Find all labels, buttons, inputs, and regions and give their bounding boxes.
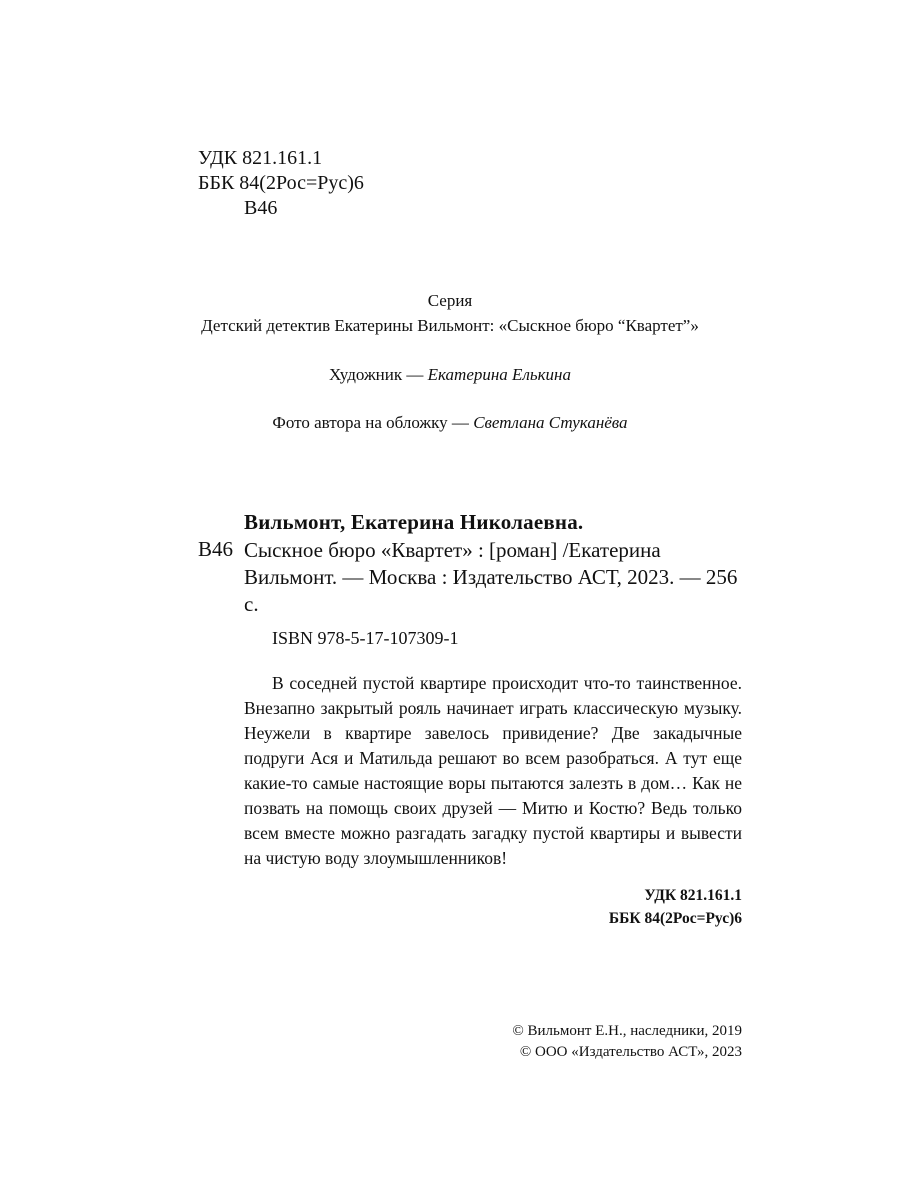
bibliographic-description: Сыскное бюро «Квартет» : [роман] /Екатерина Вильмонт. — Москва : Издательство АСТ, 2023. — 256 с.: [244, 538, 738, 616]
bottom-bbk-code: ББК 84(2Рос=Рус)6: [608, 910, 742, 927]
copyright-author: © Вильмонт Е.Н., наследники, 2019: [512, 1023, 742, 1039]
illustrator-role: Художник —: [329, 365, 428, 384]
illustrator-name: Екатерина Елькина: [427, 365, 571, 384]
top-bbk-code: ББК 84(2Рос=Рус)6: [198, 172, 364, 194]
bottom-udk-code: УДК 821.161.1: [644, 887, 742, 904]
series-title: Детский детектив Екатерины Вильмонт: «Сыскное бюро “Квартет”»: [201, 316, 699, 335]
top-classification-codes: [198, 146, 364, 221]
photo-credit: [0, 413, 900, 433]
top-author-mark: В46: [244, 197, 278, 219]
book-annotation: В соседней пустой квартире происходит что-то таинственное. Внезапно закрытый рояль начинает играть классическую музыку. Неужели в квартире завелось привидение? Две закадычные подруги Ася и Матильда решают во всем разобраться. А тут еще какие-то самые настоящие воры пытаются залезть в дом… Как не позвать на помощь своих друзей — Митю и Костю? Ведь только всем вместе можно разгадать загадку пустой квартиры и вывести на чистую воду злоумышленников!: [244, 673, 742, 868]
illustrator-credit: [0, 365, 900, 385]
photo-name: Светлана Стуканёва: [473, 413, 628, 432]
photo-role: Фото автора на обложку —: [272, 413, 474, 432]
top-udk-code: УДК 821.161.1: [198, 147, 323, 169]
copyright-publisher: © ООО «Издательство АСТ», 2023: [519, 1044, 742, 1060]
bottom-classification-codes: [0, 884, 742, 930]
series-label: Серия: [427, 291, 473, 310]
bibliographic-author-mark: В46: [198, 537, 234, 561]
copyright-block: [0, 1021, 742, 1063]
author-heading: Вильмонт, Екатерина Николаевна.: [244, 510, 584, 534]
isbn: ISBN 978-5-17-107309-1: [272, 628, 459, 648]
